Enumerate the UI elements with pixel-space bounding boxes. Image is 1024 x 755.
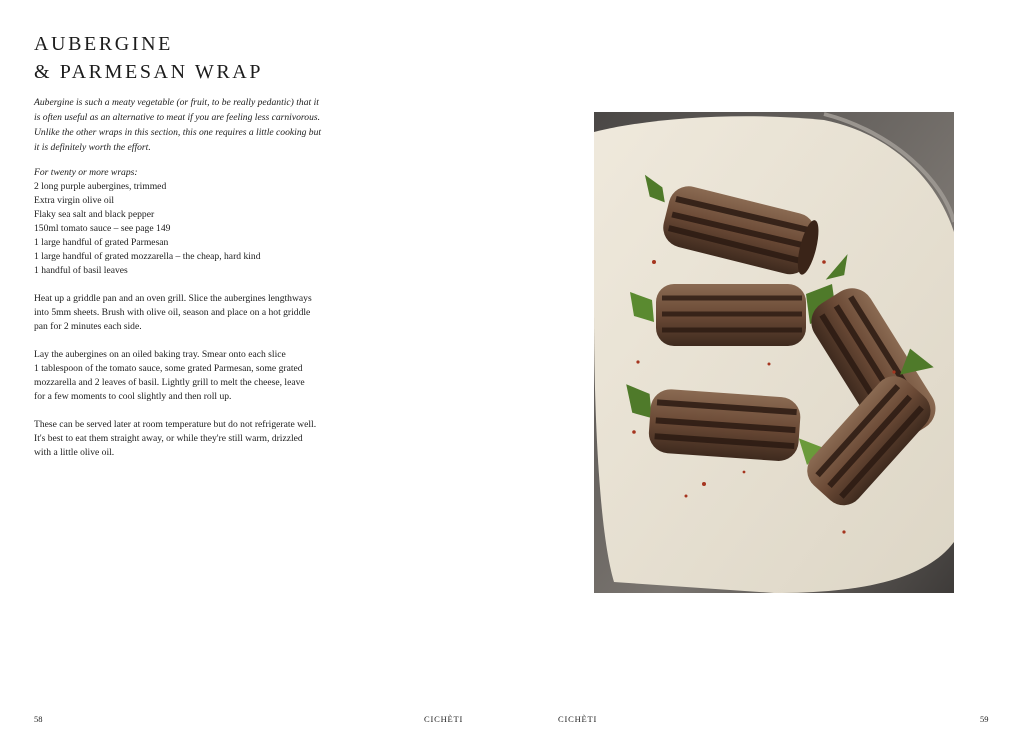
ingredient-item: 1 large handful of grated Parmesan (34, 237, 169, 248)
ingredient-item: Extra virgin olive oil (34, 195, 115, 206)
method-line: mozzarella and 2 leaves of basil. Lightly grill to melt the cheese, leave (34, 377, 305, 388)
ingredient-item: 2 long purple aubergines, trimmed (34, 181, 167, 192)
method-line: pan for 2 minutes each side. (34, 321, 142, 332)
method-line: These can be served later at room temperature but do not refrigerate well. (34, 419, 317, 430)
recipe-intro (34, 95, 354, 155)
method-line: for a few moments to cool slightly and then roll up. (34, 391, 232, 402)
intro-line: Aubergine is such a meaty vegetable (or fruit, to be really pedantic) that it (34, 97, 319, 108)
serves-note: For twenty or more wraps: (34, 167, 138, 178)
ingredient-item: 1 handful of basil leaves (34, 265, 128, 276)
intro-line: it is definitely worth the effort. (34, 142, 151, 153)
intro-line: Unlike the other wraps in this section, this one requires a little cooking but (34, 127, 322, 138)
page-number-right: 59 (980, 714, 989, 724)
aubergine-wraps-illustration (594, 112, 954, 593)
ingredient-item: 1 large handful of grated mozzarella – the cheap, hard kind (34, 251, 261, 262)
intro-line: is often useful as an alternative to meat if you are feeling less carnivorous. (34, 112, 320, 123)
running-footer-left: CICHÈTI (424, 714, 464, 724)
method-paragraph-3 (34, 418, 364, 460)
ingredient-item: Flaky sea salt and black pepper (34, 209, 155, 220)
ingredient-item: 150ml tomato sauce – see page 149 (34, 223, 171, 234)
method-line: with a little olive oil. (34, 447, 115, 458)
recipe-title (34, 30, 263, 86)
method-paragraph-1 (34, 292, 364, 334)
method-line: into 5mm sheets. Brush with olive oil, season and place on a hot griddle (34, 307, 311, 318)
method-line: 1 tablespoon of the tomato sauce, some grated Parmesan, some grated (34, 363, 303, 374)
running-footer-right: CICHÈTI (558, 714, 598, 724)
method-line: Lay the aubergines on an oiled baking tray. Smear onto each slice (34, 349, 286, 360)
page-number-left: 58 (34, 714, 43, 724)
recipe-title-line-2: & PARMESAN WRAP (34, 61, 264, 83)
recipe-title-line-1: AUBERGINE (34, 33, 173, 55)
method-paragraph-2 (34, 348, 364, 404)
method-line: It's best to eat them straight away, or while they're still warm, drizzled (34, 433, 303, 444)
method-line: Heat up a griddle pan and an oven grill. Slice the aubergines lengthways (34, 293, 312, 304)
ingredient-list (34, 166, 354, 278)
recipe-photo (594, 112, 954, 593)
